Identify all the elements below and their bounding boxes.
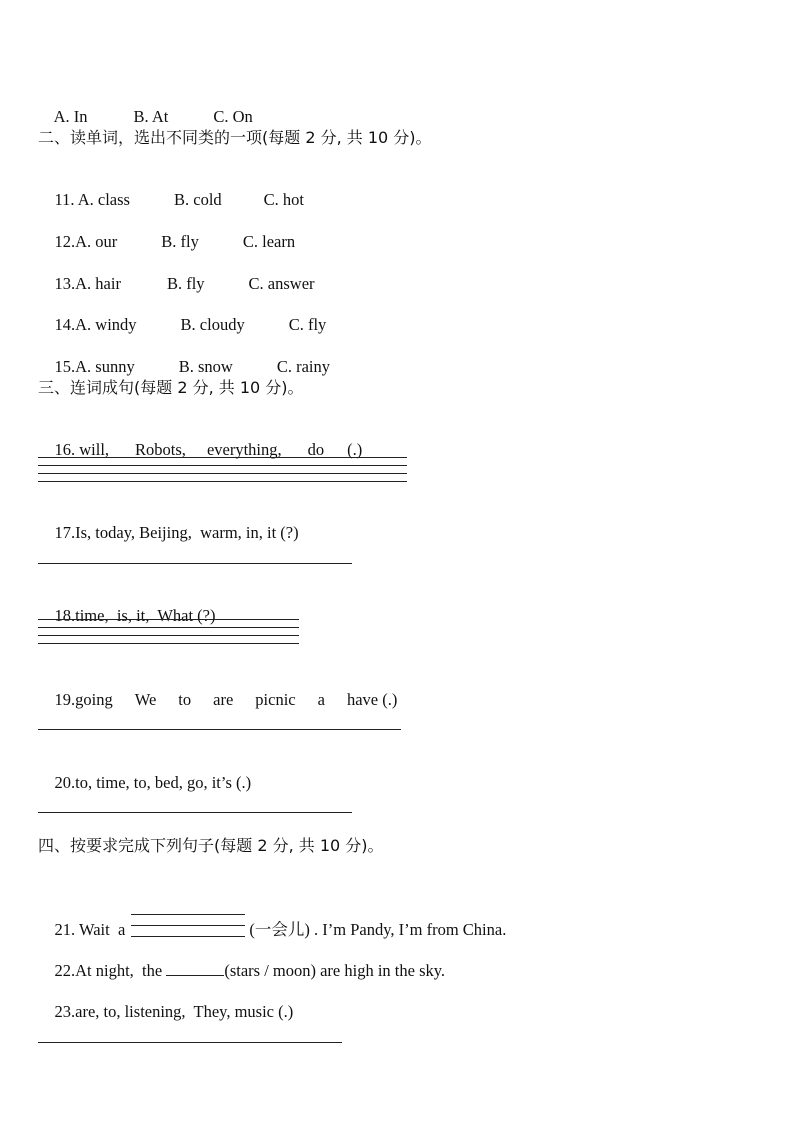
question-text: .Is, today, Beijing, warm, in, it (?) <box>71 523 299 542</box>
option-a: . A. class <box>70 190 130 209</box>
answer-line-23[interactable] <box>38 1042 342 1043</box>
q10-option-a: A. In <box>53 107 88 126</box>
q10-option-c: C. On <box>213 107 253 126</box>
option-b: B. cloudy <box>180 315 245 334</box>
section3-heading: 三、连词成句(每题 2 分, 共 10 分)。 <box>38 378 304 397</box>
question-number: 22 <box>54 961 71 980</box>
option-a: .A. windy <box>71 315 137 334</box>
answer-line-17[interactable] <box>38 563 352 564</box>
question-number: 18 <box>54 606 71 625</box>
question-prefix: .At night, the <box>71 961 167 980</box>
question-23 <box>38 982 293 1042</box>
word: are <box>213 690 234 709</box>
question-number: 19 <box>54 690 71 709</box>
answer-line-19[interactable] <box>38 729 401 730</box>
option-b: B. snow <box>178 357 233 376</box>
question-number: 13 <box>54 274 71 293</box>
answer-blank-21[interactable] <box>131 920 245 940</box>
question-suffix: (一会儿) . I’m Pandy, I’m from China. <box>245 920 507 939</box>
word: (.) <box>347 440 363 459</box>
answer-lines-18[interactable] <box>38 619 299 651</box>
answer-lines-16[interactable] <box>38 457 407 489</box>
section4-heading: 四、按要求完成下列句子(每题 2 分, 共 10 分)。 <box>38 836 384 855</box>
question-number: 15 <box>54 357 71 376</box>
option-a: .A. our <box>71 232 118 251</box>
word: everything, <box>206 440 282 459</box>
word: Robots, <box>135 440 186 459</box>
question-number: 23 <box>54 1002 71 1021</box>
word: .going <box>71 690 113 709</box>
section2-heading: 二、读单词，选出不同类的一项(每题 2 分, 共 10 分)。 <box>38 128 432 147</box>
option-c: C. hot <box>263 190 304 209</box>
question-number: 20 <box>54 773 71 792</box>
question-number: 21 <box>54 920 71 939</box>
question-number: 16 <box>54 440 71 459</box>
question-number: 11 <box>54 190 71 209</box>
question-text: .are, to, listening, They, music (.) <box>71 1002 294 1021</box>
word: to <box>178 690 192 709</box>
option-c: C. learn <box>242 232 296 251</box>
word: We <box>134 690 157 709</box>
question-number: 14 <box>54 315 71 334</box>
question-17 <box>38 503 299 563</box>
word: do <box>307 440 325 459</box>
word: a <box>317 690 325 709</box>
question-number: 17 <box>54 523 71 542</box>
option-c: C. fly <box>288 315 327 334</box>
word: have (.) <box>346 690 398 709</box>
question-19 <box>38 670 397 730</box>
question-text: .time, is, it, What (?) <box>71 606 216 625</box>
option-b: B. fly <box>166 274 205 293</box>
question-20 <box>38 753 251 813</box>
option-c: C. rainy <box>276 357 330 376</box>
option-a: .A. hair <box>71 274 121 293</box>
answer-line-20[interactable] <box>38 812 352 813</box>
question-suffix: (stars / moon) are high in the sky. <box>224 961 446 980</box>
word: picnic <box>255 690 296 709</box>
option-c: C. answer <box>248 274 315 293</box>
option-b: B. fly <box>161 232 199 251</box>
question-number: 12 <box>54 232 71 251</box>
option-a: .A. sunny <box>71 357 135 376</box>
option-b: B. cold <box>173 190 222 209</box>
word: . will, <box>71 440 110 459</box>
answer-blank-22[interactable] <box>166 960 224 976</box>
question-text: .to, time, to, bed, go, it’s (.) <box>71 773 252 792</box>
question-prefix: . Wait a <box>71 920 126 939</box>
q10-option-b: B. At <box>133 107 169 126</box>
